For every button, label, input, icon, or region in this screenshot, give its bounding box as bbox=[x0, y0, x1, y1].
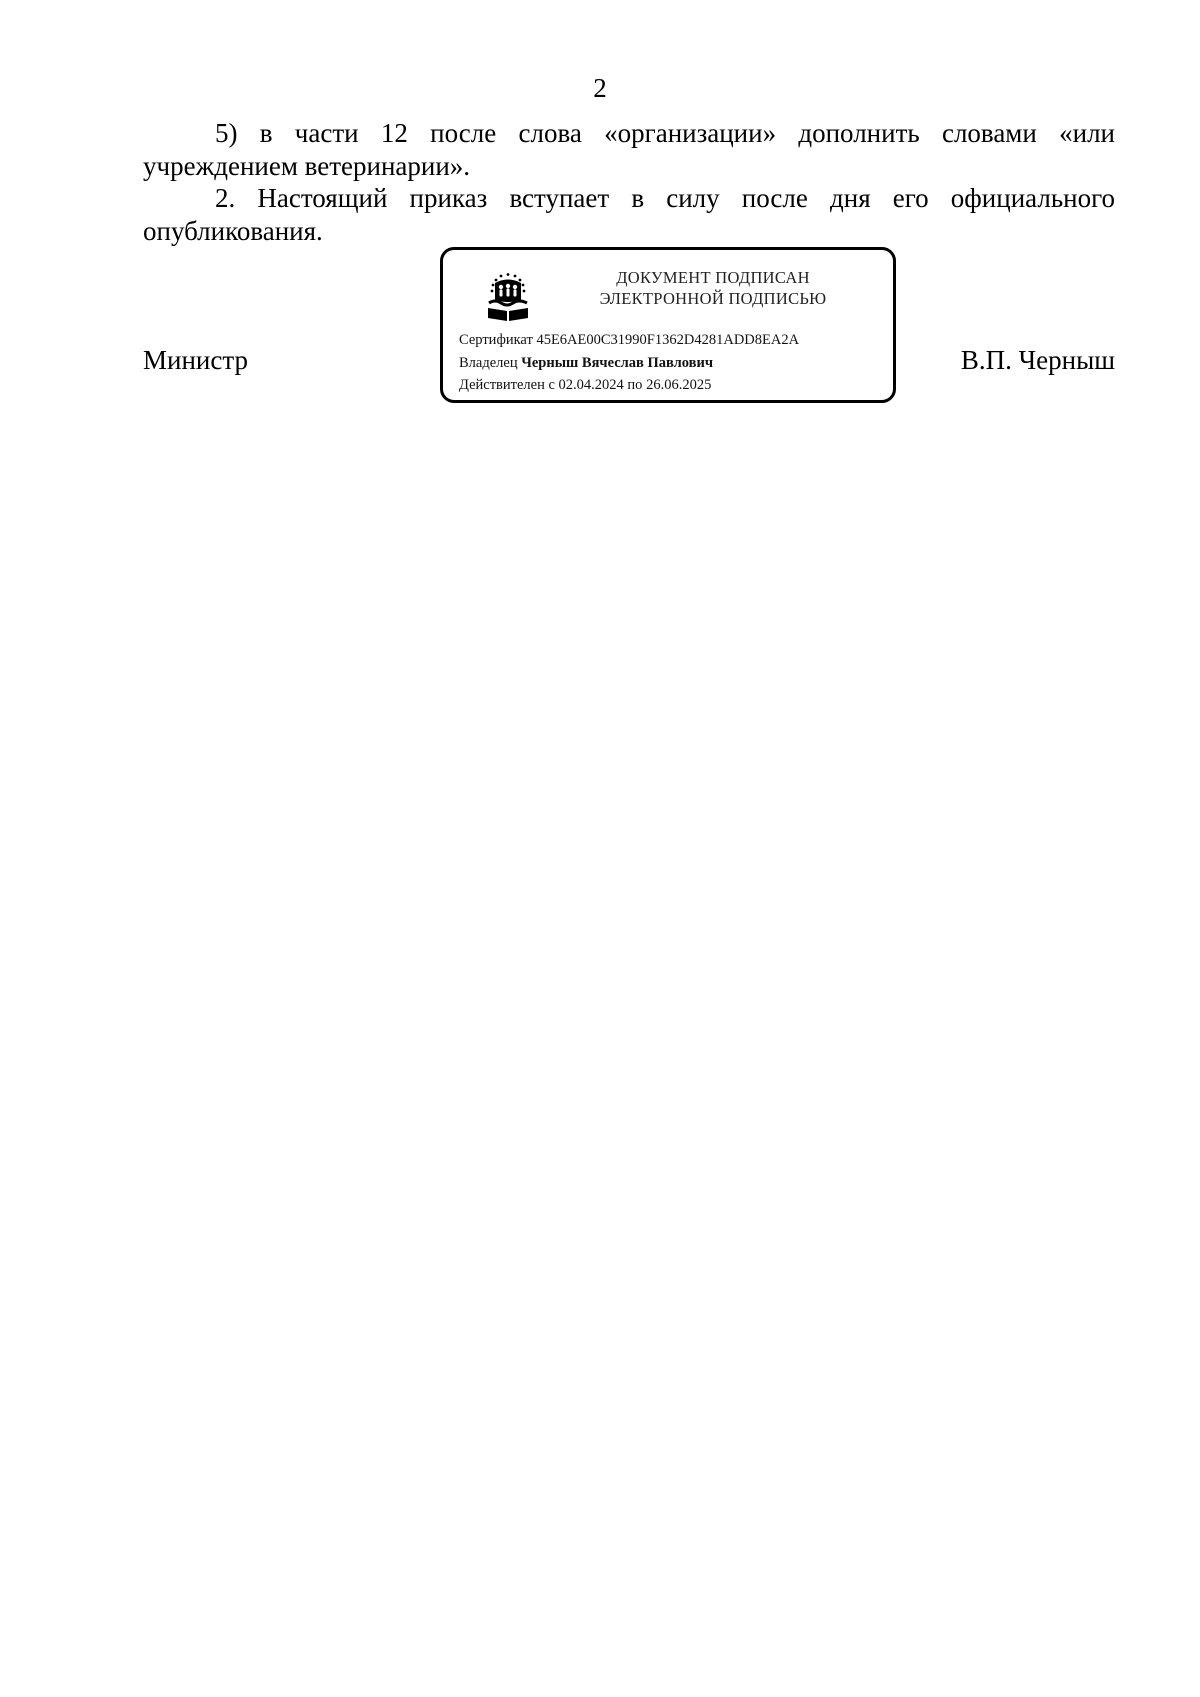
signatory-name: В.П. Черныш bbox=[960, 345, 1115, 375]
page-number: 2 bbox=[593, 73, 607, 103]
valid-label: Действителен bbox=[459, 377, 545, 393]
electronic-signature-stamp bbox=[440, 247, 896, 403]
owner-label: Владелец bbox=[459, 354, 518, 371]
certificate-line bbox=[459, 329, 799, 352]
valid-to-label: по bbox=[627, 377, 643, 393]
valid-to-date: 26.06.2025 bbox=[646, 377, 712, 393]
valid-from-date: 02.04.2024 bbox=[558, 377, 624, 393]
coat-of-arms-icon bbox=[483, 270, 533, 324]
signatory-position: Министр bbox=[143, 345, 248, 375]
owner-line bbox=[459, 352, 799, 375]
certificate-label: Сертификат bbox=[459, 332, 533, 348]
paragraph-effective-date: 2. Настоящий приказ вступает в силу после дня его официального опубликования. bbox=[143, 183, 1115, 246]
paragraph-item-5: 5) в части 12 после слова «организации» дополнить словами «или учреждением ветеринарии». bbox=[143, 118, 1115, 181]
stamp-title-line2: ЭЛЕКТРОННОЙ ПОДПИСЬЮ bbox=[599, 289, 827, 308]
document-body bbox=[143, 117, 1115, 247]
validity-line bbox=[459, 374, 799, 397]
valid-from-label: с bbox=[548, 377, 555, 393]
stamp-title bbox=[543, 267, 883, 309]
stamp-title-line1: ДОКУМЕНТ ПОДПИСАН bbox=[616, 268, 810, 287]
stamp-details bbox=[459, 329, 799, 397]
owner-value: Черныш Вячеслав Павлович bbox=[521, 354, 714, 371]
certificate-value: 45E6AE00C31990F1362D4281ADD8EA2A bbox=[536, 332, 800, 348]
